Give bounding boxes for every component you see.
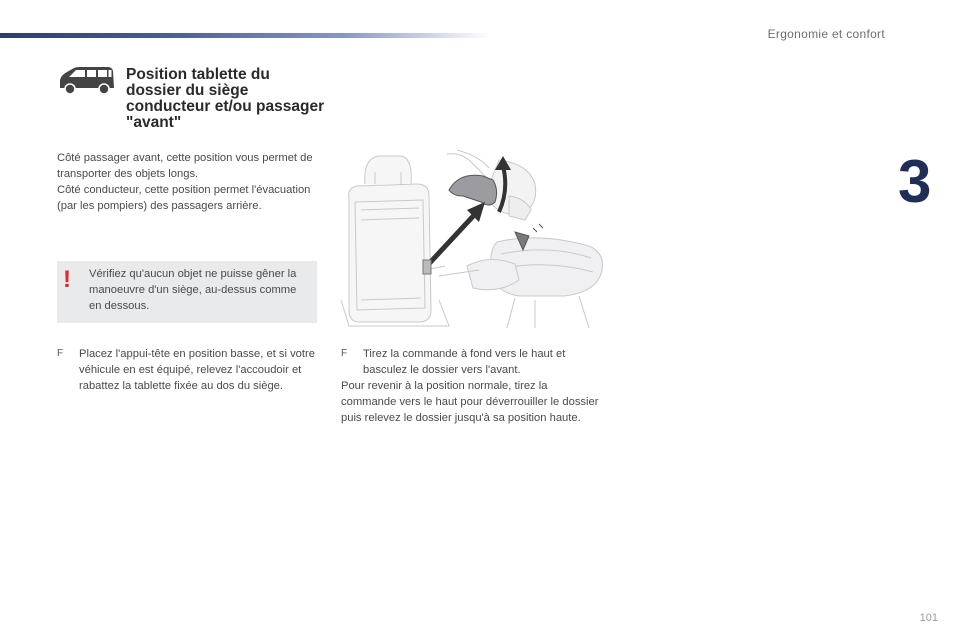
intro-text [57, 150, 319, 214]
page-title: Position tablette du dossier du siège conducteur et/ou passager "avant" [126, 66, 325, 131]
return-instructions: Pour revenir à la position normale, tirez la commande vers le haut pour déverrouiller le dossier puis relevez le dossier jusqu'à sa position haute. [341, 380, 599, 424]
warning-exclamation-icon: ! [63, 266, 71, 293]
intro-paragraph-1: Côté passager avant, cette position vous permet de transporter des objets longs. [57, 152, 313, 180]
warning-text: Vérifiez qu'aucun objet ne puisse gêner la manoeuvre d'un siège, au-dessus comme en dessous. [89, 268, 297, 312]
van-icon [56, 66, 116, 96]
step-1 [57, 346, 319, 394]
step-2-text: Tirez la commande à fond vers le haut et basculez le dossier vers l'avant. [363, 348, 566, 376]
step-2 [341, 346, 603, 426]
bullet-marker: F [57, 348, 64, 359]
seat-illustration [339, 150, 614, 328]
bullet-marker: F [341, 348, 348, 359]
warning-box [57, 261, 317, 323]
intro-paragraph-2: Côté conducteur, cette position permet l'évacuation (par les pompiers) des passagers arrière. [57, 184, 311, 212]
chapter-number: 3 [898, 148, 932, 215]
section-title: Ergonomie et confort [767, 27, 885, 41]
header-gradient-bar [0, 33, 490, 38]
step-1-text: Placez l'appui-tête en position basse, et si votre véhicule en est équipé, relevez l'accoudoir et rabattez la tablette fixée au dos du siège. [79, 348, 315, 392]
page-number: 101 [919, 612, 938, 624]
